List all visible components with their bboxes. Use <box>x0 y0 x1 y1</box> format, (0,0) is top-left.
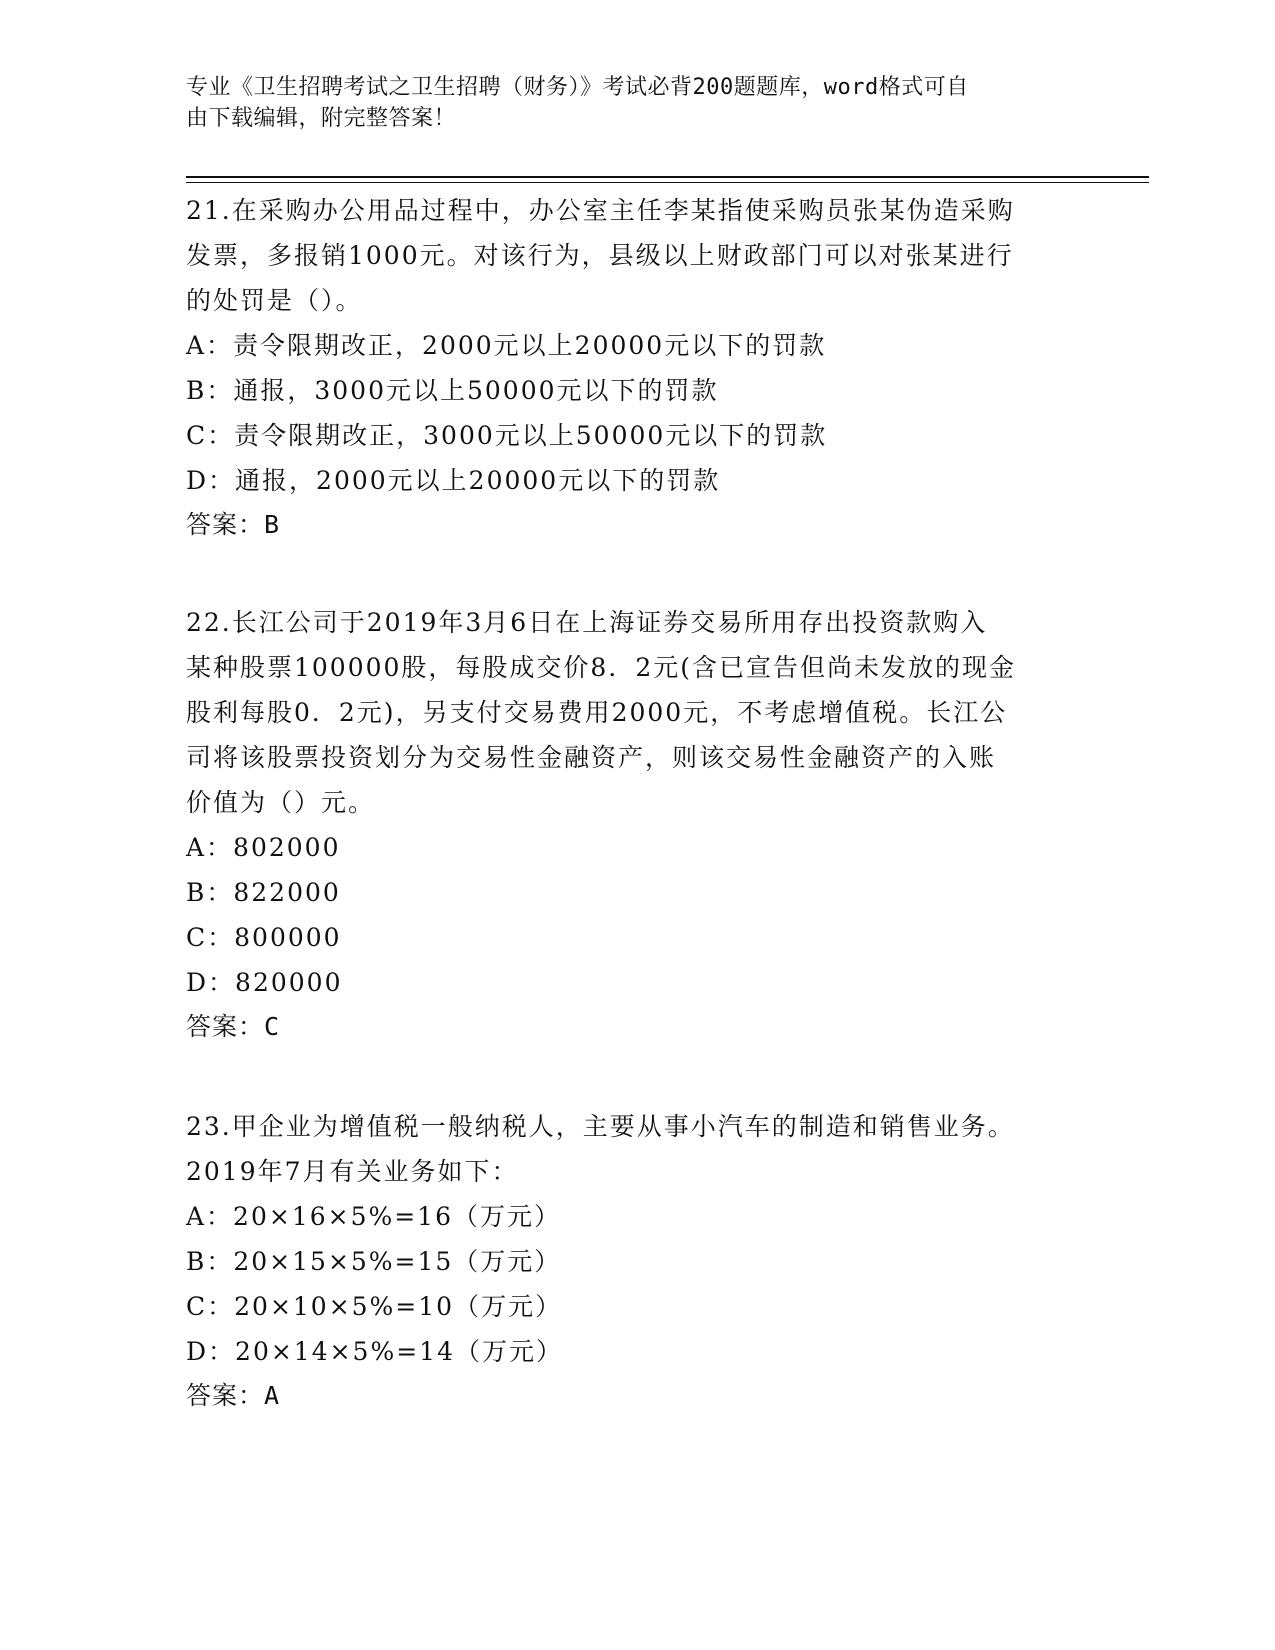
option-c: C：800000 <box>186 923 342 952</box>
option-b: B：822000 <box>186 878 341 907</box>
question-line: 21.在采购办公用品过程中，办公室主任李某指使采购员张某伪造采购 <box>186 196 1015 225</box>
option-b: B：20×15×5%=15（万元） <box>186 1247 562 1276</box>
question-line: 发票，多报销1000元。对该行为，县级以上财政部门可以对张某进行 <box>186 241 1014 270</box>
option-a: A：20×16×5%=16（万元） <box>186 1202 561 1231</box>
header-divider-thin <box>186 182 1149 183</box>
header-line-1: 专业《卫生招聘考试之卫生招聘（财务）》考试必背200题题库，word格式可自 <box>186 75 969 100</box>
question-21 <box>186 188 1086 547</box>
option-c: C：20×10×5%=10（万元） <box>186 1292 563 1321</box>
option-a: A：802000 <box>186 833 341 862</box>
question-line: 股利每股0．2元)，另支付交易费用2000元，不考虑增值税。长江公 <box>186 698 1008 727</box>
option-a: A：责令限期改正，2000元以上20000元以下的罚款 <box>186 331 827 360</box>
question-text <box>186 600 1086 825</box>
question-23 <box>186 1104 1086 1418</box>
header-line-2: 由下载编辑，附完整答案！ <box>186 106 457 131</box>
question-line: 22.长江公司于2019年3月6日在上海证券交易所用存出投资款购入 <box>186 608 988 637</box>
question-text <box>186 1104 1086 1194</box>
question-text <box>186 188 1086 323</box>
option-d: D：820000 <box>186 968 343 997</box>
option-d: D：20×14×5%=14（万元） <box>186 1337 563 1366</box>
question-line: 23.甲企业为增值税一般纳税人，主要从事小汽车的制造和销售业务。 <box>186 1112 1015 1141</box>
option-d: D：通报，2000元以上20000元以下的罚款 <box>186 466 721 495</box>
answer: 答案：C <box>186 1012 281 1041</box>
option-c: C：责令限期改正，3000元以上50000元以下的罚款 <box>186 421 828 450</box>
question-22 <box>186 600 1086 1049</box>
option-b: B：通报，3000元以上50000元以下的罚款 <box>186 376 719 405</box>
answer: 答案：B <box>186 510 281 539</box>
header-divider-thick <box>186 176 1149 178</box>
document-header <box>186 72 1066 134</box>
question-line: 价值为（）元。 <box>186 788 376 817</box>
question-line: 2019年7月有关业务如下： <box>186 1157 519 1186</box>
question-line: 司将该股票投资划分为交易性金融资产，则该交易性金融资产的入账 <box>186 743 997 772</box>
answer: 答案：A <box>186 1381 281 1410</box>
question-line: 的处罚是（）。 <box>186 286 363 315</box>
question-line: 某种股票100000股，每股成交价8．2元(含已宣告但尚未发放的现金 <box>186 653 1017 682</box>
